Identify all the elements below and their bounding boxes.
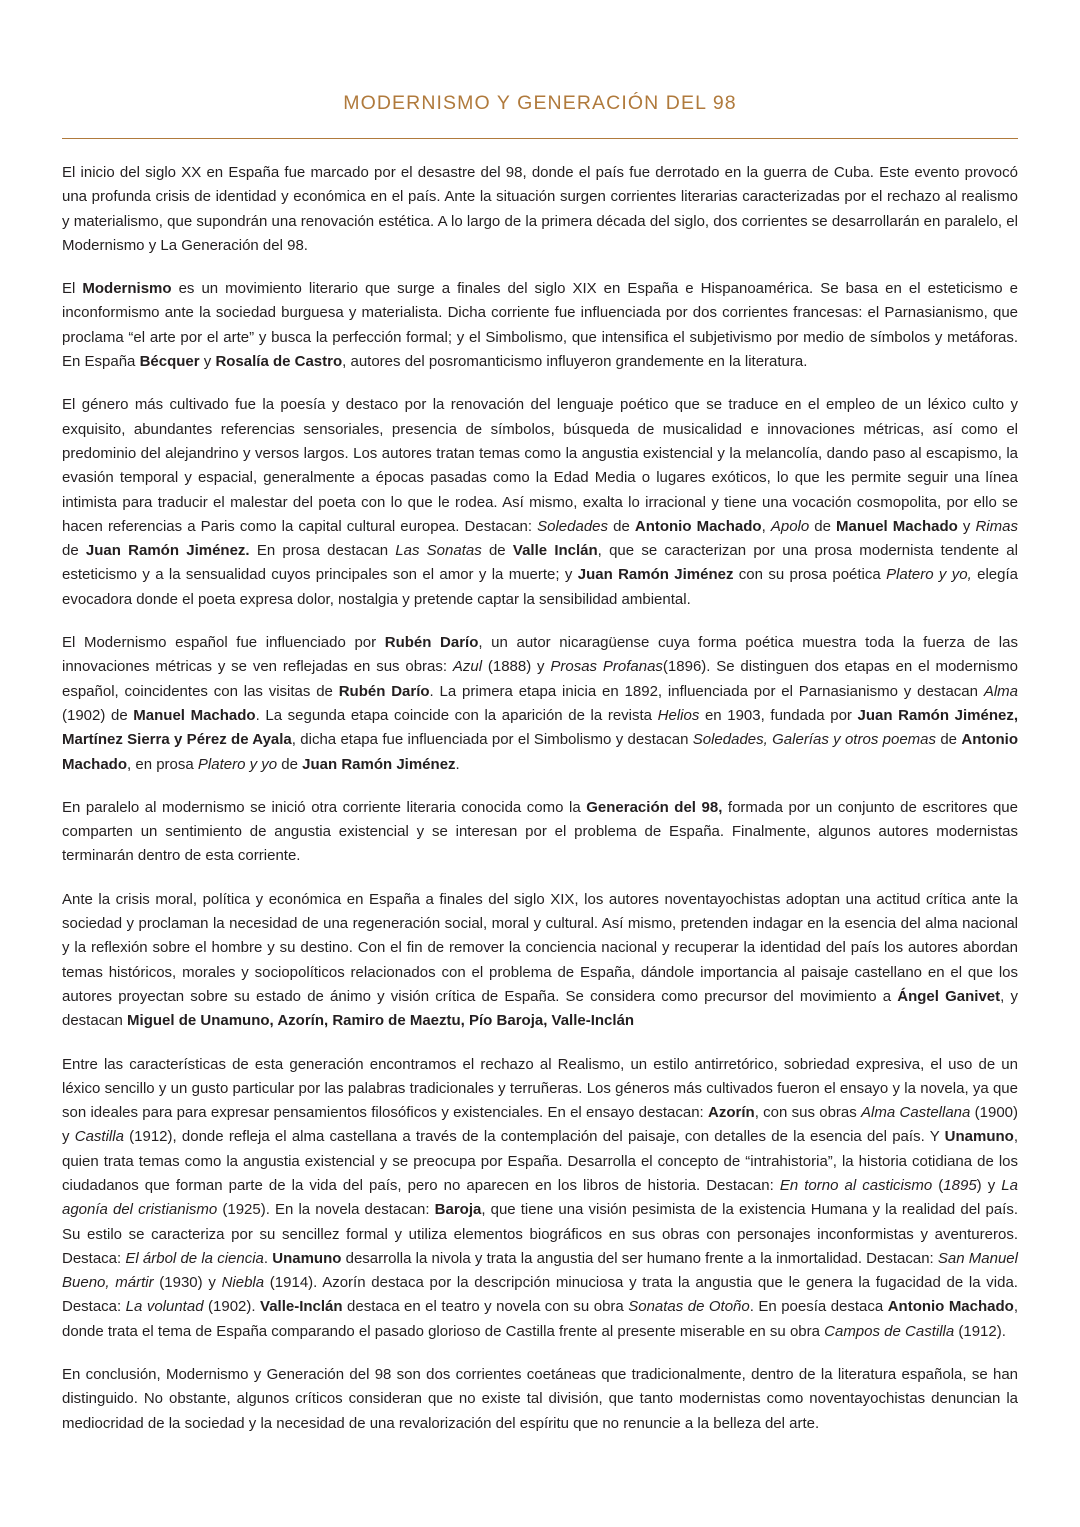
paragraph: En paralelo al modernismo se inició otra corriente literaria conocida como la Generación del 98, formada por un conjunto de escritores que comparten un sentimiento de angustia existencial y se interesan por el problema de España. Finalmente, algunos autores modernistas terminarán dentro de esta corriente. (62, 798, 1018, 865)
paragraph: Entre las características de esta generación encontramos el rechazo al Realismo, un estilo antirretórico, sobriedad expresiva, el uso de un léxico sencillo y un gusto particular por las palabras tradicionales y terruñeras. Los géneros más cultivados fueron el ensayo y la novela, ya que son ideales para para expresar pensamientos filosóficos y existenciales. En el ensayo destacan: Azorín, con sus obras Alma Castellana (1900) y Castilla (1912), donde refleja el alma castellana a través de la contemplación del paisaje, con detalles de la esencia del país. Y Unamuno, quien trata temas como la angustia existencial y se preocupa por España. Desarrolla el concepto de “intrahistoria”, la historia cotidiana de los ciudadanos que forman parte de la vida del país, pero no aparecen en los libros de historia. Destacan: En torno al casticismo (1895) y La agonía del cristianismo (1925). En la novela destacan: Baroja, que tiene una visión pesimista de la existencia Humana y la realidad del país. Su estilo se caracteriza por su sencillez formal y utiliza elementos biográficos en sus obras con personajes inconformistas y aventureros. Destaca: El árbol de la ciencia. Unamuno desarrolla la nivola y trata la angustia del ser humano frente a la inmortalidad. Destacan: San Manuel Bueno, mártir (1930) y Niebla (1914). Azorín destaca por la descripción minuciosa y trata la angustia que le genera la fugacidad de la vida. Destaca: La voluntad (1902). Valle-Inclán destaca en el teatro y novela con su obra Sonatas de Otoño. En poesía destaca Antonio Machado, donde trata el tema de España comparando el pasado glorioso de Castilla frente al presente miserable en su obra Campos de Castilla (1912). (62, 1055, 1019, 1340)
paragraph: El género más cultivado fue la poesía y destaco por la renovación del lenguaje poético que se traduce en el empleo de un léxico culto y exquisito, abundantes referencias sensoriales, presencia de símbolos, búsqueda de musicalidad e innovaciones métricas, así como el predominio del alejandrino y versos largos. Los autores tratan temas como la angustia existencial y la melancolía, dando paso al escapismo, la evasión temporal y espacial, generalmente a épocas pasadas como la Edad Media o lugares exóticos, lo que les permite seguir una línea intimista para traducir el malestar del poeta con lo que le rodea. Así mismo, exalta lo irracional y tiene una vocación cosmopolita, por ello se hacen referencias a Paris como la capital cultural europea. Destacan: Soledades de Antonio Machado, Apolo de Manuel Machado y Rimas de Juan Ramón Jiménez. En prosa destacan Las Sonatas de Valle Inclán, que se caracterizan por una prosa modernista tendente al esteticismo y a la sensualidad cuyos principales son el amor y la muerte; y Juan Ramón Jiménez con su prosa poética Platero y yo, elegía evocadora donde el poeta expresa dolor, nostalgia y pretende captar la sensibilidad ambiental. (62, 396, 1018, 608)
document-body (62, 161, 1018, 1436)
paragraph: En conclusión, Modernismo y Generación del 98 son dos corrientes coetáneas que tradicionalmente, dentro de la literatura española, se han distinguido. No obstante, algunos críticos consideran que no existe tal división, que tanto modernistas como noventayochistas denuncian la mediocridad de la sociedad y la necesidad de una revalorización del espíritu que no renuncie a la belleza del arte. (62, 1366, 1018, 1432)
paragraph: El Modernismo es un movimiento literario que surge a finales del siglo XIX en España e Hispanoamérica. Se basa en el esteticismo e inconformismo ante la sociedad burguesa y materialista. Dicha corriente fue influenciada por dos corrientes francesas: el Parnasianismo, que proclama “el arte por el arte” y busca la perfección formal; y el Simbolismo, que intensifica el subjetivismo por medio de símbolos y metáforas. En España Bécquer y Rosalía de Castro, autores del posromanticismo influyeron grandemente en la literatura. (62, 280, 1018, 371)
page-title: MODERNISMO Y GENERACIÓN DEL 98 (343, 92, 737, 114)
paragraph: El Modernismo español fue influenciado por Rubén Darío, un autor nicaragüense cuya forma poética muestra toda la fuerza de las innovaciones métricas y se ven reflejadas en sus obras: Azul (1888) y Prosas Profanas(1896). Se distinguen dos etapas en el modernismo español, coincidentes con las visitas de Rubén Darío. La primera etapa inicia en 1892, influenciada por el Parnasianismo y destacan Alma (1902) de Manuel Machado. La segunda etapa coincide con la aparición de la revista Helios en 1903, fundada por Juan Ramón Jiménez, Martínez Sierra y Pérez de Ayala, dicha etapa fue influenciada por el Simbolismo y destacan Soledades, Galerías y otros poemas de Antonio Machado, en prosa Platero y yo de Juan Ramón Jiménez. (62, 634, 1019, 773)
paragraph: Ante la crisis moral, política y económica en España a finales del siglo XIX, los autores noventayochistas adoptan una actitud crítica ante la sociedad y proclaman la necesidad de una regeneración social, moral y cultural. Así mismo, pretenden indagar en la esencia del alma nacional y la reflexión sobre el hombre y su destino. Con el fin de remover la conciencia nacional y recuperar la identidad del país los autores abordan temas históricos, morales y sociopolíticos relacionados con el problema de España, dándole importancia al paisaje castellano en el que los autores proyectan sobre su estado de ánimo y visión crítica de España. Se considera como precursor del movimiento a Ángel Ganivet, y destacan Miguel de Unamuno, Azorín, Ramiro de Maeztu, Pío Baroja, Valle-Inclán (62, 890, 1018, 1030)
title-divider (62, 138, 1018, 139)
paragraph: El inicio del siglo XX en España fue marcado por el desastre del 98, donde el país fue derrotado en la guerra de Cuba. Este evento provocó una profunda crisis de identidad y económica en el país. Ante la situación surgen corrientes literarias caracterizadas por el rechazo al realismo y materialismo, que supondrán una renovación estética. A lo largo de la primera década del siglo, dos corrientes se desarrollarán en paralelo, el Modernismo y La Generación del 98. (62, 164, 1018, 254)
